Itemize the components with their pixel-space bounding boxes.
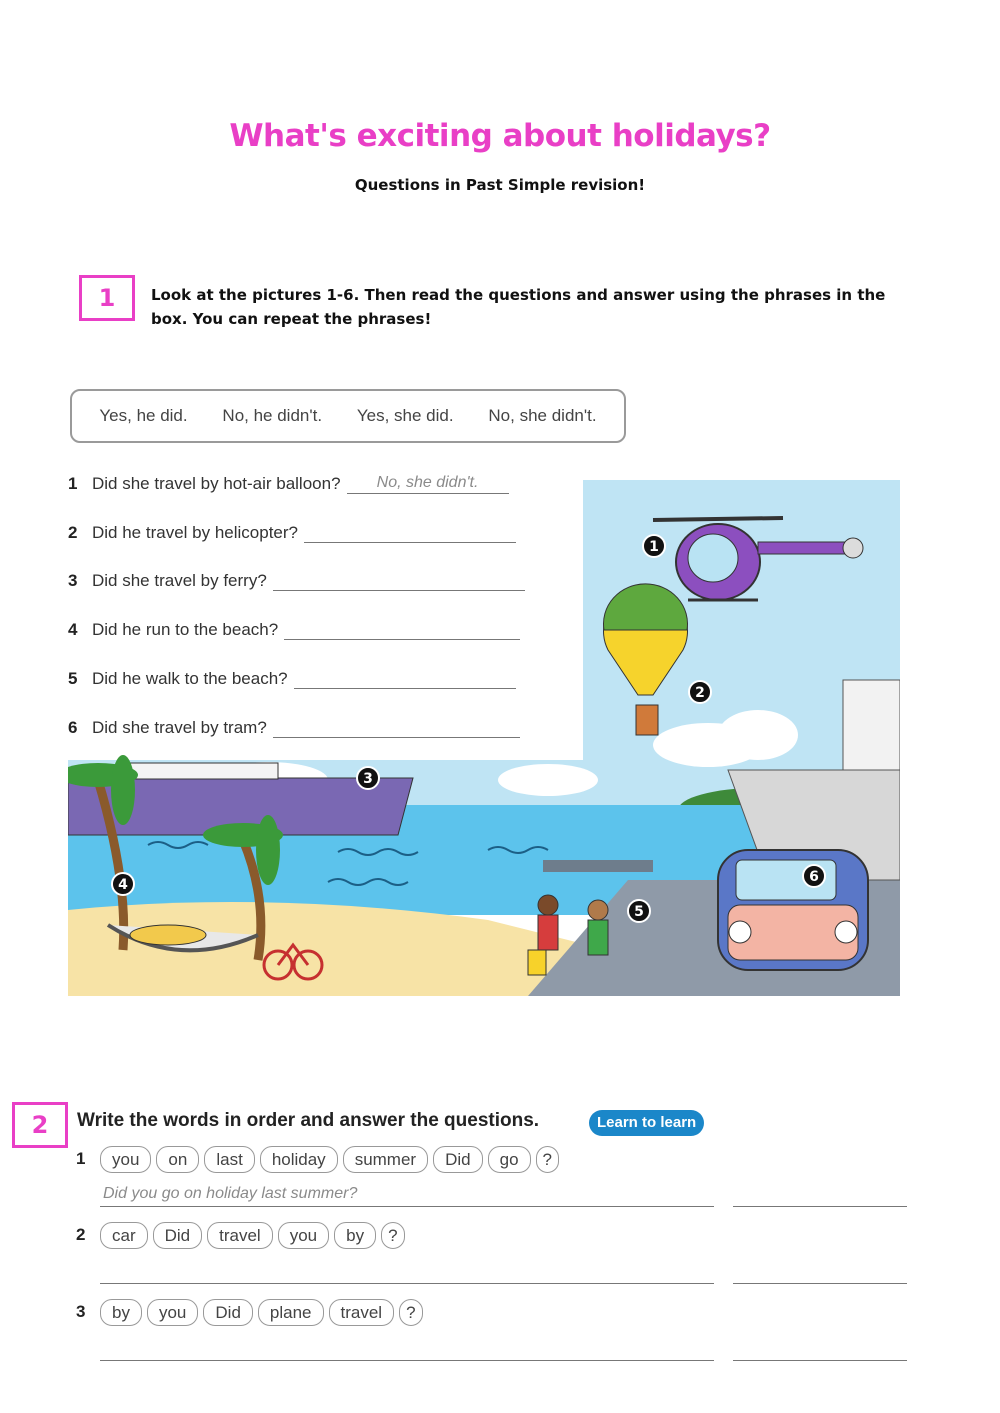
question-text: Did she travel by hot-air balloon?	[92, 474, 341, 493]
word-tiles	[100, 1222, 405, 1249]
question-text: Did she travel by tram?	[92, 718, 267, 737]
marker-number: 3	[363, 771, 373, 787]
question-number: 6	[68, 718, 78, 737]
word-tile[interactable]: summer	[343, 1146, 428, 1173]
questions-panel	[60, 462, 580, 745]
sentence-answer-line[interactable]: Did you go on holiday last summer?	[100, 1185, 714, 1207]
question-text: Did she travel by ferry?	[92, 571, 267, 590]
word-tile[interactable]: car	[100, 1222, 148, 1249]
word-tile[interactable]: you	[278, 1222, 329, 1249]
word-tile[interactable]: travel	[329, 1299, 395, 1326]
phrase-box	[70, 389, 626, 443]
question-number: 1	[68, 474, 78, 493]
exercise-1-instruction	[151, 283, 911, 331]
question-row	[68, 714, 520, 738]
instruction-line-2: box. You can repeat the phrases!	[151, 310, 432, 328]
word-tiles	[100, 1299, 423, 1326]
exercise-2-number: 2	[12, 1102, 68, 1148]
word-tile[interactable]: holiday	[260, 1146, 338, 1173]
phrase: Yes, he did.	[99, 406, 188, 425]
word-tile[interactable]: Did	[153, 1222, 203, 1249]
exercise-2-instruction: Write the words in order and answer the questions.	[77, 1110, 540, 1131]
word-tile[interactable]: ?	[381, 1222, 404, 1249]
word-tile[interactable]: ?	[399, 1299, 422, 1326]
question-number: 4	[68, 620, 78, 639]
phrase: Yes, she did.	[356, 406, 454, 425]
question-row	[68, 567, 525, 591]
page-title: What's exciting about holidays?	[229, 118, 771, 154]
question-number: 3	[68, 571, 78, 590]
question-row	[68, 470, 509, 494]
marker-number: 2	[695, 685, 705, 701]
item-number: 1	[76, 1149, 86, 1168]
answer-line[interactable]	[284, 620, 520, 640]
question-row	[68, 616, 520, 640]
answer-line[interactable]	[273, 571, 525, 591]
short-answer-line[interactable]	[733, 1185, 907, 1207]
item-number: 3	[76, 1302, 86, 1321]
word-tile[interactable]: travel	[207, 1222, 273, 1249]
sentence-answer-line[interactable]	[100, 1262, 714, 1284]
marker-number: 4	[118, 877, 128, 893]
word-tiles	[100, 1146, 559, 1173]
question-number: 5	[68, 669, 78, 688]
phrase: No, she didn't.	[488, 406, 597, 425]
word-tile[interactable]: by	[100, 1299, 142, 1326]
marker-number: 5	[634, 904, 644, 920]
item-number: 2	[76, 1225, 86, 1244]
page-subtitle: Questions in Past Simple revision!	[354, 176, 646, 194]
short-answer-line[interactable]	[733, 1339, 907, 1361]
question-text: Did he walk to the beach?	[92, 669, 288, 688]
short-answer-line[interactable]	[733, 1262, 907, 1284]
word-tile[interactable]: go	[488, 1146, 531, 1173]
instruction-line-1: Look at the pictures 1-6. Then read the questions and answer using the phrases in the	[151, 286, 886, 304]
question-text: Did he run to the beach?	[92, 620, 279, 639]
word-tile[interactable]: plane	[258, 1299, 324, 1326]
question-row	[68, 665, 516, 689]
sand	[68, 902, 608, 996]
word-tile[interactable]: you	[147, 1299, 198, 1326]
phrase: No, he didn't.	[222, 406, 323, 425]
jetty	[543, 860, 653, 872]
answer-line[interactable]	[294, 669, 516, 689]
word-tile[interactable]: ?	[536, 1146, 559, 1173]
sentence-answer-line[interactable]	[100, 1339, 714, 1361]
exercise-1-number: 1	[79, 275, 135, 321]
question-row	[68, 519, 516, 543]
answer-line[interactable]	[273, 718, 520, 738]
word-tile[interactable]: Did	[203, 1299, 253, 1326]
learn-to-learn-badge: Learn to learn	[589, 1110, 704, 1136]
question-text: Did he travel by helicopter?	[92, 523, 299, 542]
marker-number: 1	[649, 539, 659, 555]
word-tile[interactable]: last	[204, 1146, 254, 1173]
answer-line[interactable]	[304, 523, 516, 543]
question-number: 2	[68, 523, 78, 542]
word-tile[interactable]: by	[334, 1222, 376, 1249]
answer-line[interactable]: No, she didn't.	[347, 474, 509, 494]
person-in-hammock	[130, 925, 206, 945]
van	[718, 850, 868, 970]
word-tile[interactable]: Did	[433, 1146, 483, 1173]
word-tile[interactable]: you	[100, 1146, 151, 1173]
word-tile[interactable]: on	[156, 1146, 199, 1173]
marker-number: 6	[809, 869, 819, 885]
